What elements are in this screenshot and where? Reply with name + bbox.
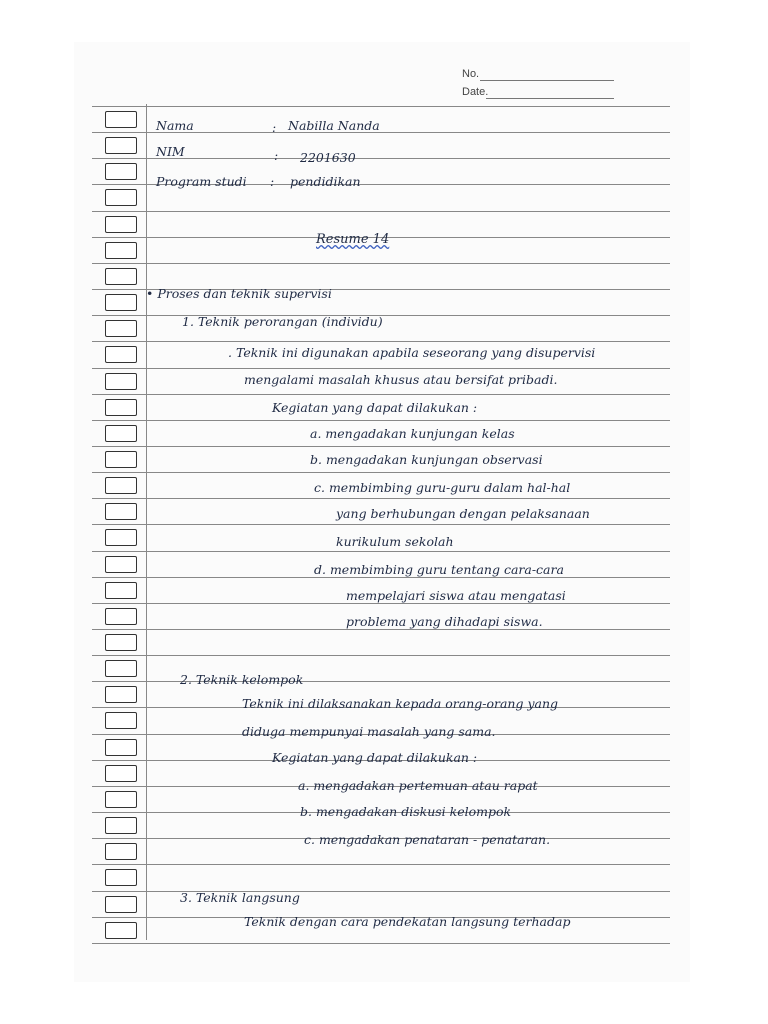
prodi-label: Program studi [156,174,247,189]
date-label: Date. [462,86,489,98]
date-underline [486,98,614,99]
no-underline [480,80,614,81]
binder-hole [105,425,137,442]
note-line: problema yang dihadapi siswa. [346,614,543,629]
binder-hole [105,346,137,363]
ruled-line [92,681,670,682]
binder-hole [105,869,137,886]
binder-hole [105,477,137,494]
binder-hole [105,137,137,154]
note-line: . Teknik ini digunakan apabila seseorang yang disupervisi [228,345,596,360]
ruled-line [92,394,670,395]
note-line: a. mengadakan kunjungan kelas [310,426,515,441]
margin-line [146,104,147,940]
ruled-line [92,891,670,892]
binder-hole [105,242,137,259]
binder-hole [105,320,137,337]
binder-hole [105,268,137,285]
note-line: Teknik ini dilaksanakan kepada orang-orang yang [242,696,559,711]
note-line: 1. Teknik perorangan (individu) [182,314,383,329]
ruled-line [92,211,670,212]
ruled-line [92,106,670,107]
ruled-line [92,368,670,369]
ruled-line [92,263,670,264]
note-line: mengalami masalah khusus atau bersifat pribadi. [244,372,558,387]
note-line: mempelajari siswa atau mengatasi [346,588,566,603]
binder-hole [105,896,137,913]
note-line: Kegiatan yang dapat dilakukan : [272,750,478,765]
binder-hole [105,739,137,756]
note-line: b. mengadakan kunjungan observasi [310,452,543,467]
nim-label: NIM [156,144,185,159]
ruled-line [92,943,670,944]
note-line: c. membimbing guru-guru dalam hal-hal [314,480,571,495]
note-line: c. mengadakan penataran - penataran. [304,832,551,847]
no-label: No. [462,68,480,80]
note-line: b. mengadakan diskusi kelompok [300,804,512,819]
ruled-line [92,472,670,473]
name-label: Nama [156,118,194,133]
binder-hole [105,582,137,599]
ruled-line [92,551,670,552]
ruled-line [92,446,670,447]
binder-hole [105,608,137,625]
name-separator: : [272,120,277,135]
note-line: yang berhubungan dengan pelaksanaan [336,506,590,521]
binder-hole [105,922,137,939]
note-line: Teknik dengan cara pendekatan langsung terhadap [244,914,571,929]
ruled-line [92,524,670,525]
binder-hole [105,163,137,180]
binder-hole [105,556,137,573]
binder-hole [105,216,137,233]
binder-hole [105,660,137,677]
prodi-value: pendidikan [290,174,361,189]
ruled-line [92,864,670,865]
note-line: kurikulum sekolah [336,534,454,549]
page-title: Resume 14 [316,232,390,247]
binder-hole [105,189,137,206]
binder-hole [105,399,137,416]
binder-hole [105,111,137,128]
binder-hole [105,712,137,729]
binder-hole [105,529,137,546]
name-value: Nabilla Nanda [288,118,380,133]
binder-hole [105,686,137,703]
nim-value: 2201630 [300,150,356,165]
note-line: a. mengadakan pertemuan atau rapat [298,778,538,793]
binder-hole [105,791,137,808]
note-line: 3. Teknik langsung [180,890,300,905]
binder-hole [105,503,137,520]
note-line: 2. Teknik kelompok [180,672,304,687]
binder-hole [105,634,137,651]
ruled-line [92,341,670,342]
prodi-separator: : [270,174,275,189]
note-line: d. membimbing guru tentang cara-cara [314,562,564,577]
binder-hole [105,373,137,390]
ruled-line [92,498,670,499]
ruled-line [92,420,670,421]
binder-hole [105,765,137,782]
note-line: diduga mempunyai masalah yang sama. [242,724,496,739]
nim-separator: : [274,148,279,163]
binder-hole [105,294,137,311]
binder-hole [105,817,137,834]
binder-hole [105,843,137,860]
binder-hole [105,451,137,468]
ruled-line [92,655,670,656]
bullet-heading: • Proses dan teknik supervisi [146,286,332,301]
note-line: Kegiatan yang dapat dilakukan : [272,400,478,415]
